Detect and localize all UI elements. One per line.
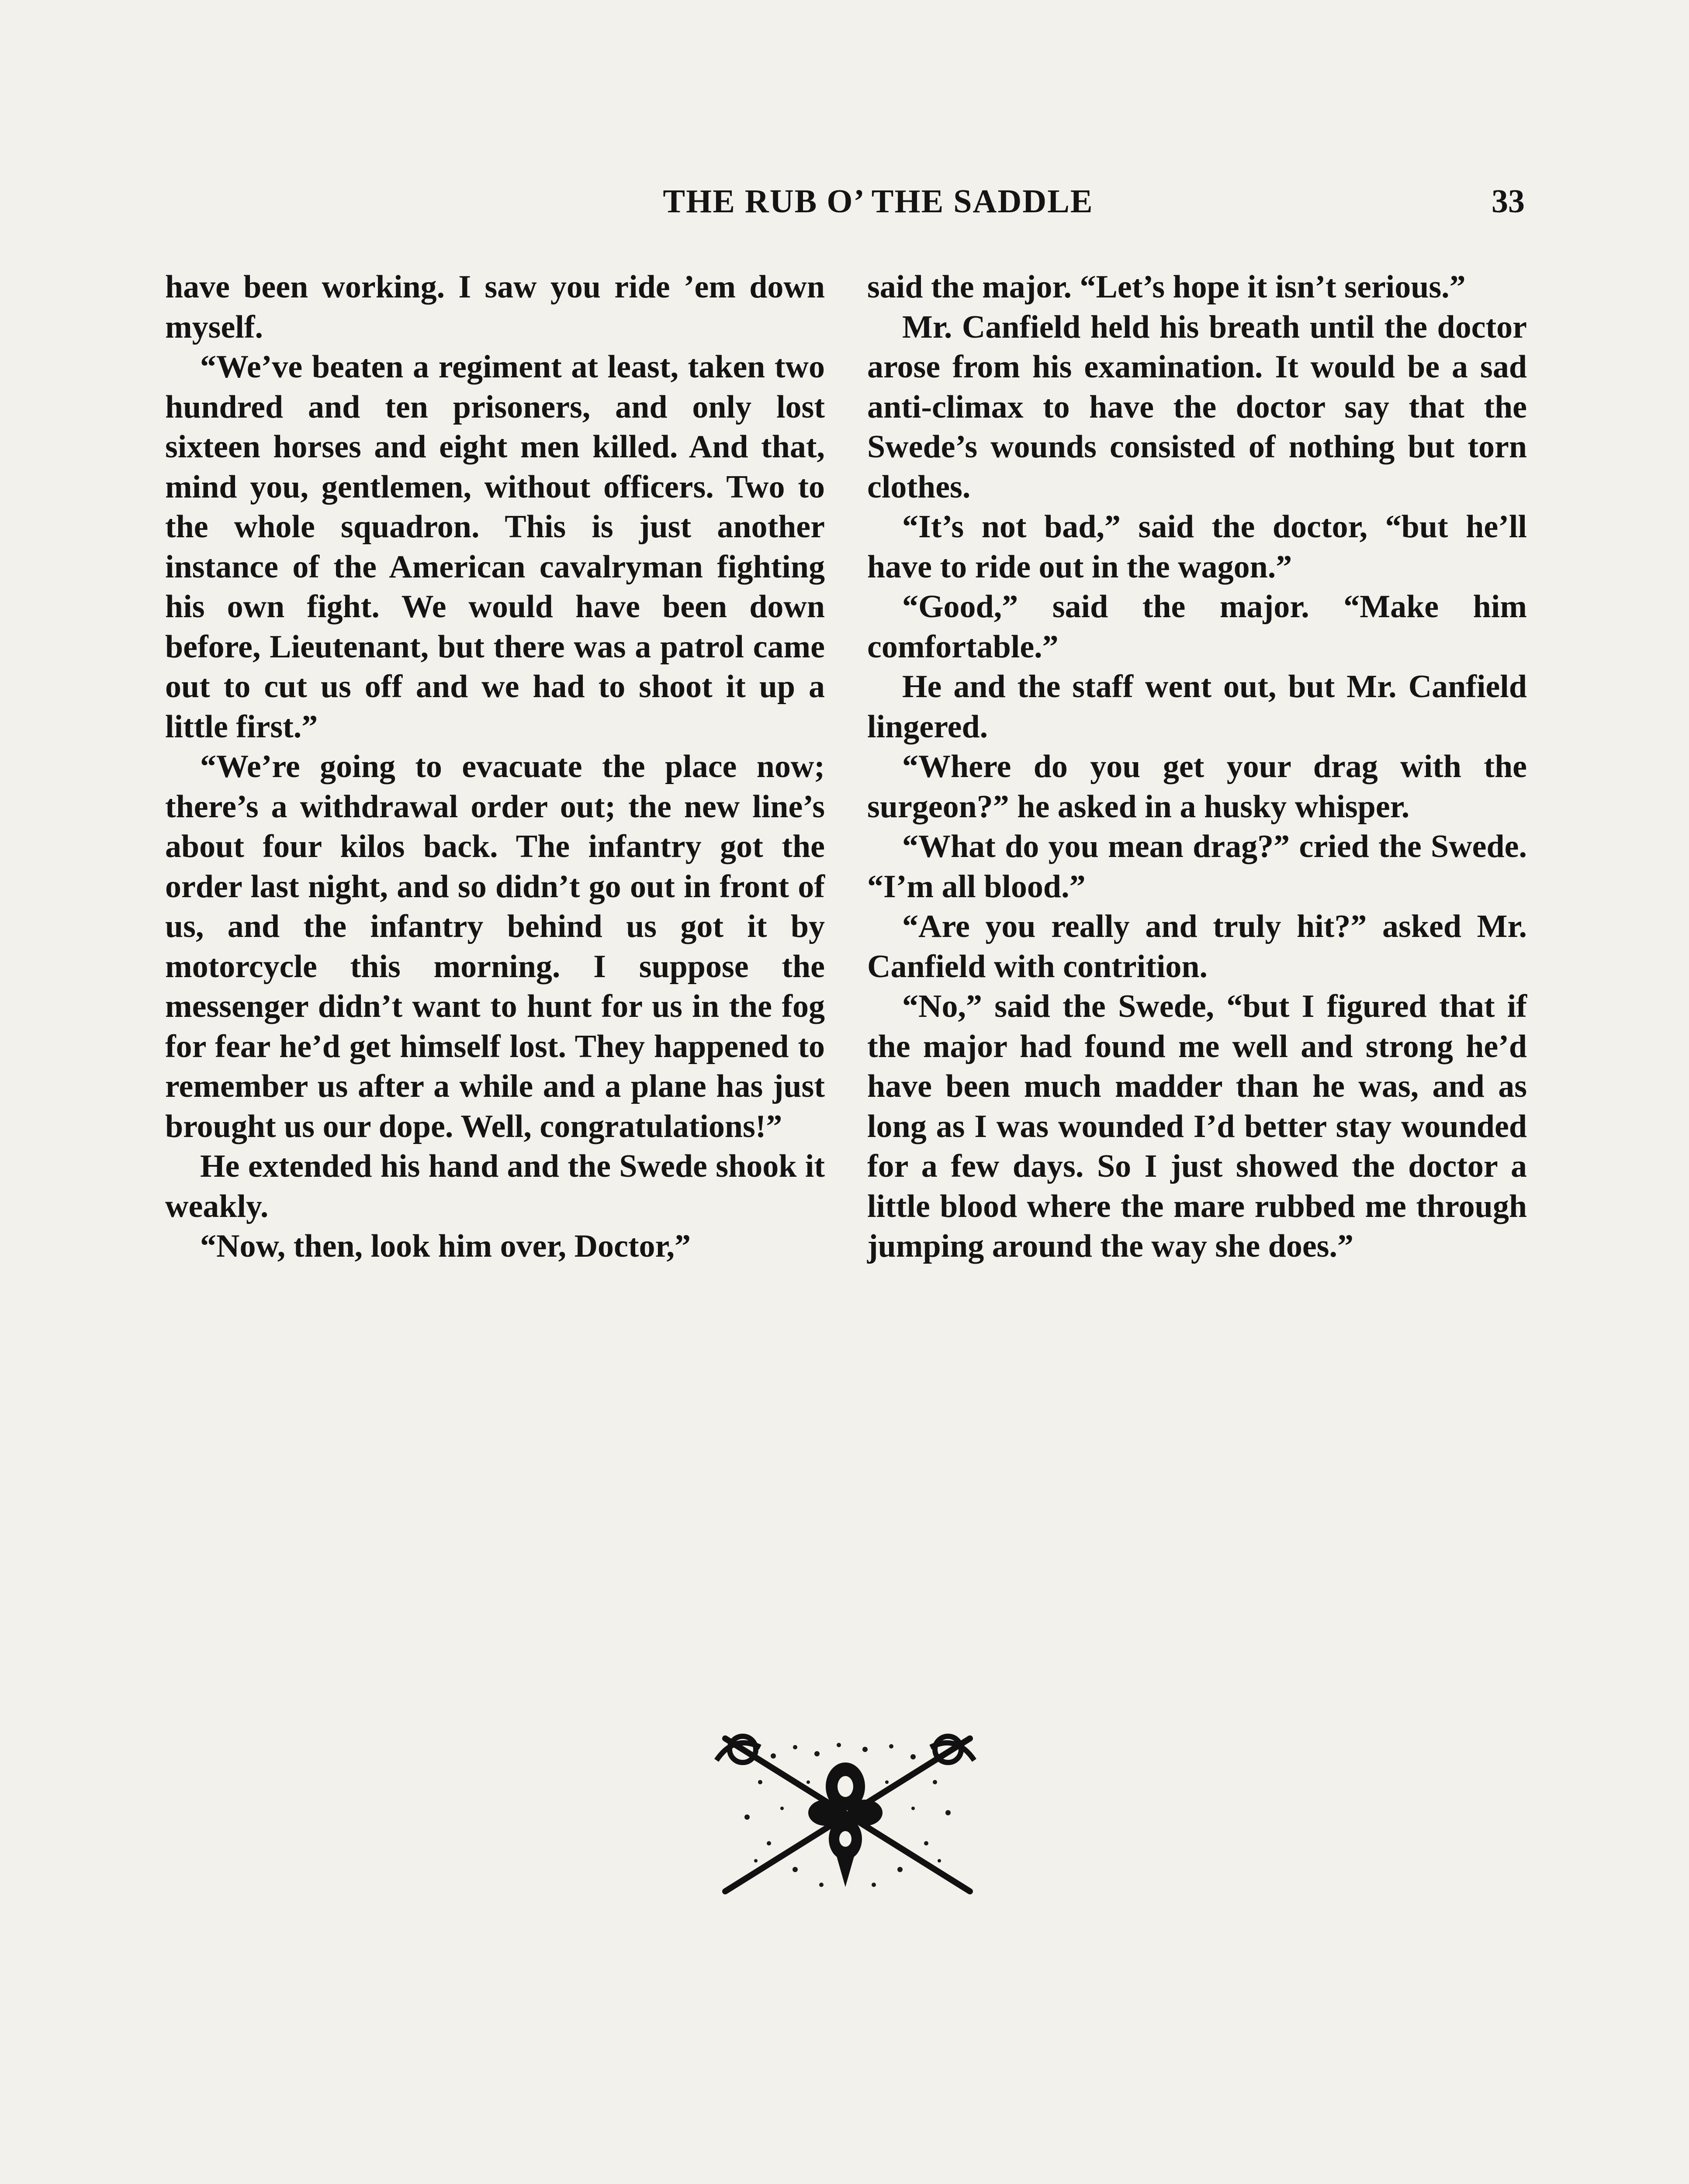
page-header bbox=[166, 183, 1525, 226]
paragraph: “What do you mean drag?” cried the Swede. “I’m all blood.” bbox=[867, 829, 1527, 905]
paragraph: “No,” said the Swede, “but I figured that if the major had found me well and strong he’d have been much madder than he was, and as long as I was wounded I’d better stay wounded for a few days. So I just showed the doctor a little blood where the mare rubbed me through jumping around the way she does.” bbox=[867, 988, 1527, 1264]
paragraph: said the major. “Let’s hope it isn’t serious.” bbox=[867, 269, 1466, 305]
crossed-sabers-ornament-icon bbox=[708, 1730, 983, 1900]
paragraph: Mr. Canfield held his breath until the doctor arose from his examination. It would be a sad anti-climax to have the doctor say that the Swede’s wounds consisted of nothing but torn clothes. bbox=[867, 309, 1527, 505]
paragraph: “Good,” said the major. “Make him comfortable.” bbox=[867, 589, 1527, 665]
paragraph: He and the staff went out, but Mr. Canfield lingered. bbox=[867, 669, 1527, 745]
running-title: THE RUB O’ THE SADDLE bbox=[663, 183, 1094, 220]
left-column bbox=[165, 267, 825, 1267]
paragraph: “Are you really and truly hit?” asked Mr. Canfield with contrition. bbox=[867, 909, 1527, 985]
paragraph: “We’ve beaten a regiment at least, taken two hundred and ten prisoners, and only lost sixteen horses and eight men killed. And that, mind you, gentlemen, without officers. Two to the whole squadron. This is just another instance of the American cavalryman fighting his own fight. We would have been down before, Lieutenant, but there was a patrol came out to cut us off and we had to shoot it up a little first.” bbox=[165, 349, 825, 745]
paragraph: “It’s not bad,” said the doctor, “but he’ll have to ride out in the wagon.” bbox=[867, 509, 1527, 585]
paragraph: He extended his hand and the Swede shook it weakly. bbox=[165, 1148, 825, 1224]
right-column bbox=[867, 267, 1527, 1267]
page-number: 33 bbox=[1492, 183, 1525, 220]
paragraph: “Now, then, look him over, Doctor,” bbox=[200, 1228, 691, 1264]
paragraph: have been working. I saw you ride ’em down myself. bbox=[165, 269, 825, 345]
paragraph: “Where do you get your drag with the surgeon?” he asked in a husky whisper. bbox=[867, 749, 1527, 825]
paragraph: “We’re going to evacuate the place now; there’s a withdrawal order out; the new line’s about four kilos back. The infantry got the order last night, and so didn’t go out in front of us, and the infantry behind us got it by motorcycle this morning. I suppose the messenger didn’t want to hunt for us in the fog for fear he’d get himself lost. They happened to remember us after a while and a plane has just brought us our dope. Well, congratulations!” bbox=[165, 749, 825, 1144]
